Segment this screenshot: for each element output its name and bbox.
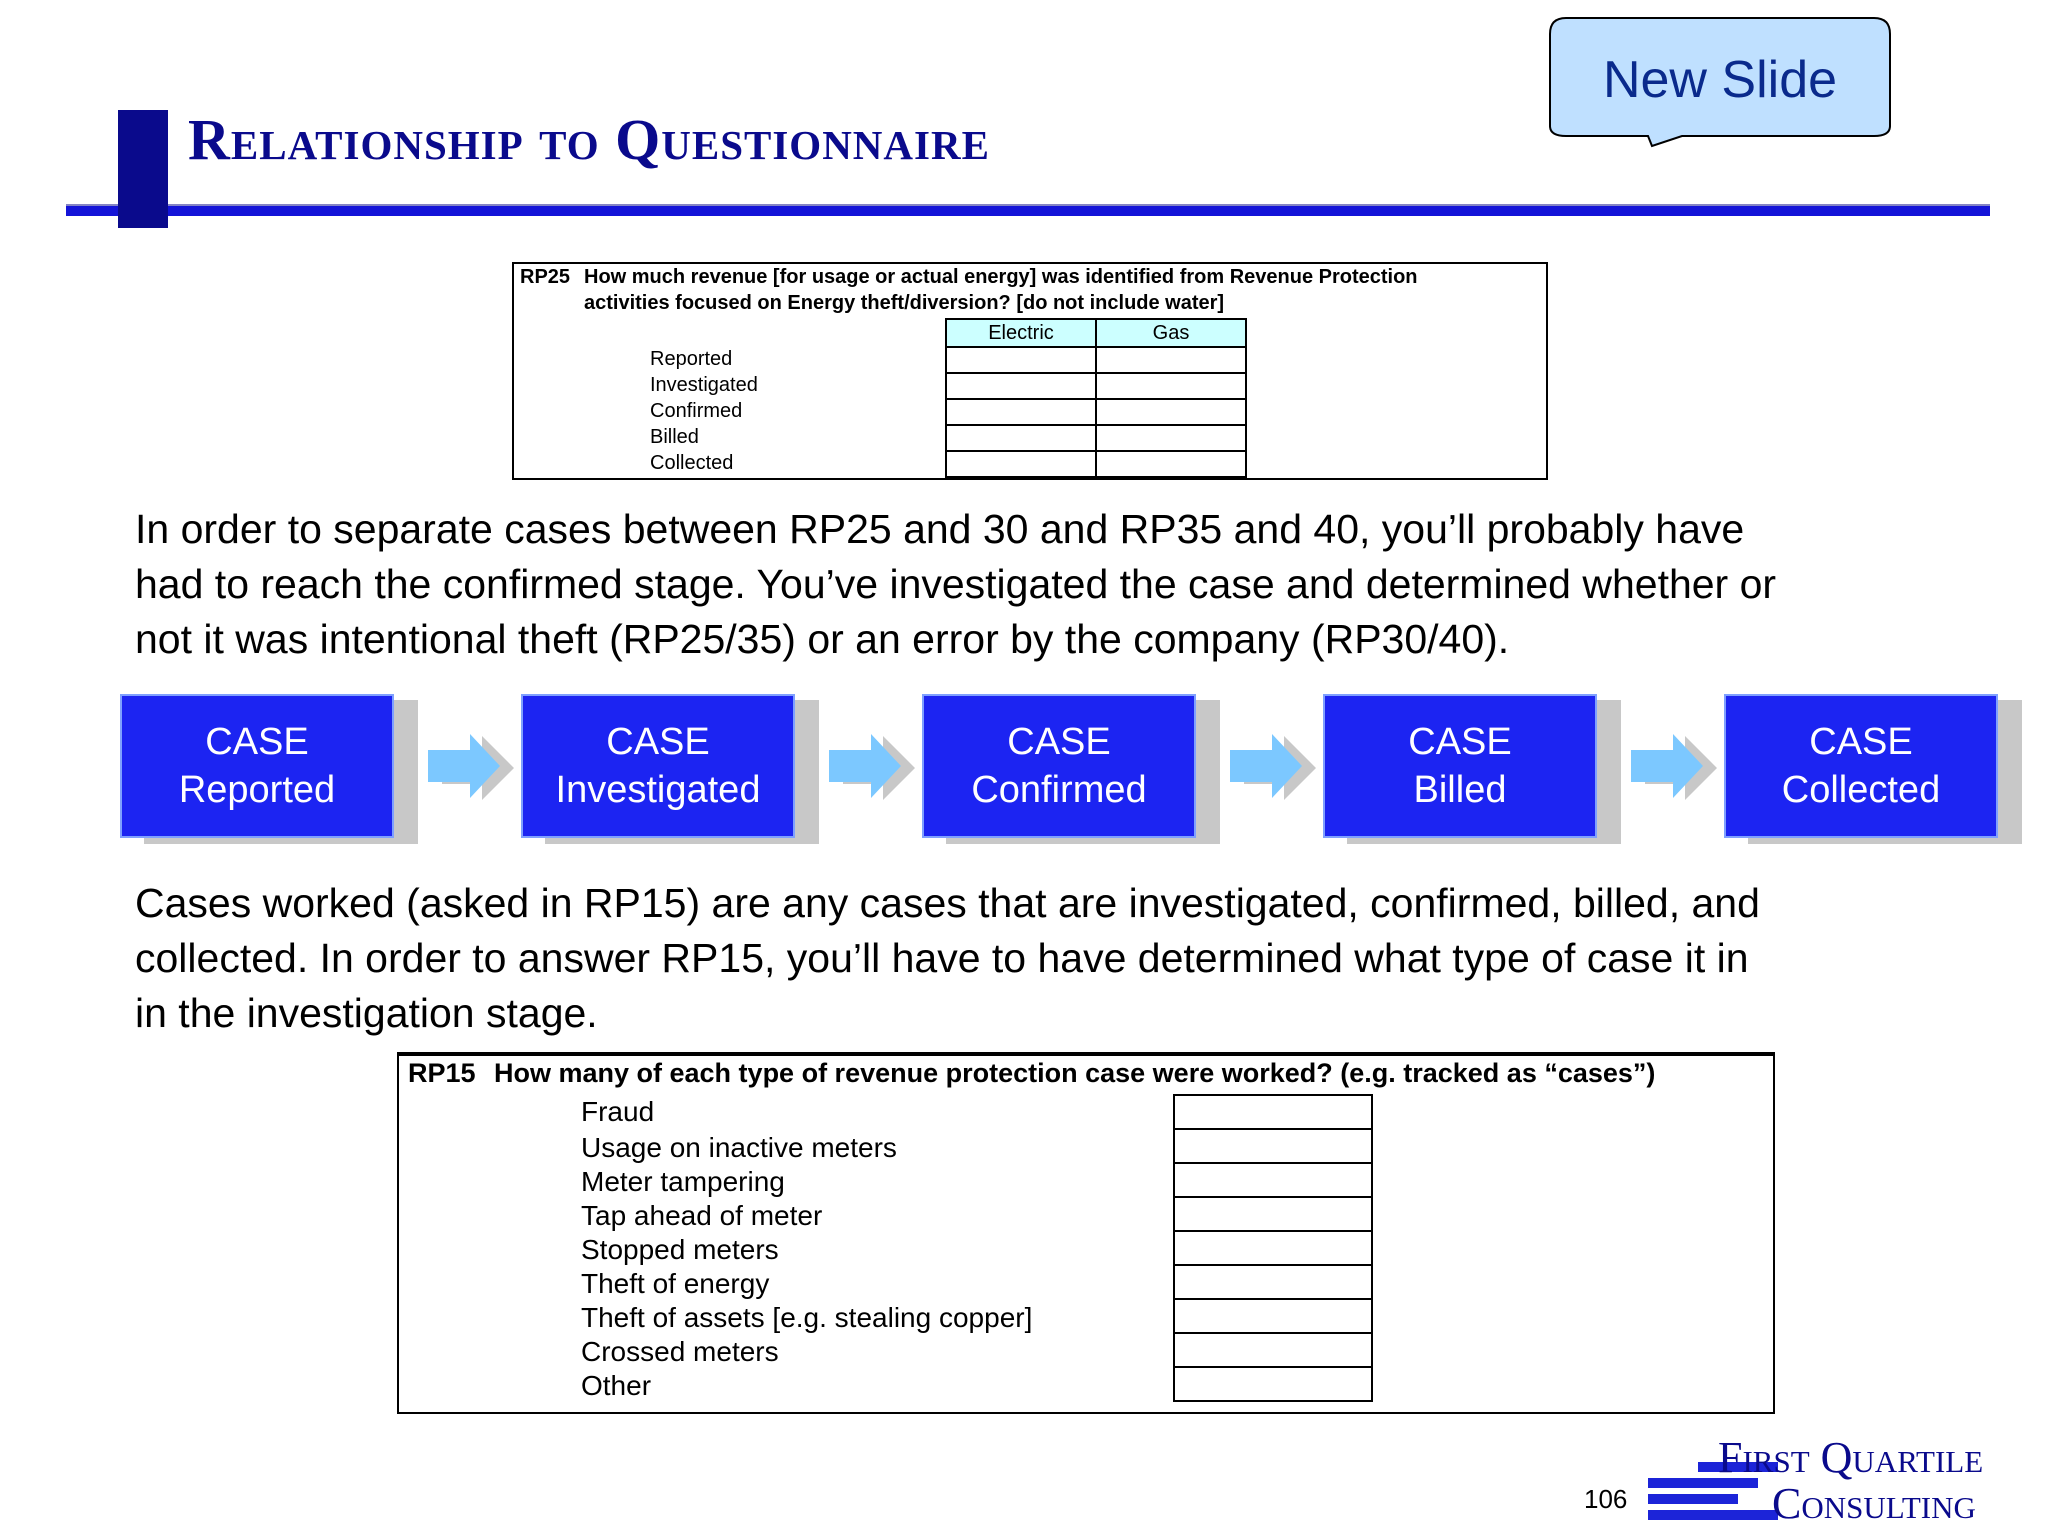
answer-cell[interactable] [946,399,1096,425]
gas-column-header: Gas [1096,319,1246,347]
answer-cell[interactable] [946,451,1096,477]
right-arrow-icon [825,730,921,806]
answer-cell[interactable] [1174,1231,1372,1265]
answer-cell[interactable] [946,373,1096,399]
title-accent-block [118,110,168,228]
new-slide-label[interactable]: New Slide [1602,51,1838,109]
rp25-row-label: Collected [650,452,734,474]
answer-cell[interactable] [1174,1367,1372,1401]
paragraph-line: not it was intentional theft (RP25/35) or an error by the company (RP30/40). [135,616,1510,662]
paragraph-line: Cases worked (asked in RP15) are any cases that are investigated, confirmed, billed, and [135,880,1760,926]
rp15-top-border [397,1052,1775,1056]
case-investigated-box [521,694,795,838]
paragraph-line: in the investigation stage. [135,990,598,1036]
case-line1: CASE [205,721,309,763]
case-reported-box [120,694,394,838]
case-line2: Collected [1781,769,1941,811]
logo-line1: First Quartile [1718,1433,1984,1482]
case-line2: Reported [178,769,336,811]
paragraph-separation-explanation [135,502,1776,667]
rp25-question-line2: activities focused on Energy theft/diversion? [do not include water] [584,292,1225,314]
answer-cell[interactable] [1174,1197,1372,1231]
rp15-code: RP15 [408,1058,476,1088]
rp25-code: RP25 [520,266,571,288]
rp15-row-label: Fraud [581,1096,655,1127]
answer-cell[interactable] [1174,1333,1372,1367]
page-title: Relationship to Questionnaire [188,107,990,172]
electric-column-header: Electric [946,319,1096,347]
case-line2: Investigated [555,769,761,811]
paragraph-line: In order to separate cases between RP25 and 30 and RP35 and 40, you’ll probably have [135,506,1745,552]
rp15-question: How many of each type of revenue protection case were worked? (e.g. tracked as “cases”) [494,1058,1656,1088]
answer-cell[interactable] [1174,1299,1372,1333]
page-number: 106 [1584,1484,1628,1514]
rp15-row-label: Other [581,1370,652,1401]
rp15-row-label: Usage on inactive meters [581,1132,897,1163]
rp15-row-label: Crossed meters [581,1336,779,1367]
case-line1: CASE [1408,721,1512,763]
answer-cell[interactable] [1174,1163,1372,1197]
company-logo [1648,1432,2048,1532]
answer-cell[interactable] [1174,1095,1372,1129]
answer-cell[interactable] [1096,451,1246,477]
paragraph-line: collected. In order to answer RP15, you’ll have to have determined what type of case it in [135,935,1749,981]
rp25-question-line1: How much revenue [for usage or actual energy] was identified from Revenue Protection [584,266,1418,288]
rp25-row-label: Investigated [650,374,758,396]
answer-cell[interactable] [1096,373,1246,399]
case-line1: CASE [1809,721,1913,763]
logo-line2: Consulting [1772,1479,1976,1528]
rp15-row-label: Meter tampering [581,1166,785,1197]
rp15-row-label: Stopped meters [581,1234,779,1265]
case-line2: Billed [1413,769,1507,811]
answer-cell[interactable] [1096,399,1246,425]
paragraph-cases-worked [135,876,1760,1041]
rp25-answer-grid [945,318,1247,478]
rp25-row-label: Confirmed [650,400,743,422]
case-billed-box [1323,694,1597,838]
case-line1: CASE [606,721,710,763]
answer-cell[interactable] [1096,425,1246,451]
rp25-row-label: Billed [650,426,699,448]
right-arrow-icon [424,730,520,806]
answer-cell[interactable] [946,347,1096,373]
right-arrow-icon [1226,730,1322,806]
answer-cell[interactable] [1096,347,1246,373]
case-line1: CASE [1007,721,1111,763]
rp15-row-label: Theft of energy [581,1268,770,1299]
right-arrow-icon [1627,730,1723,806]
title-underline [66,206,1990,216]
case-collected-box [1724,694,1998,838]
paragraph-line: had to reach the confirmed stage. You’ve investigated the case and determined whether or [135,561,1777,607]
case-confirmed-box [922,694,1196,838]
rp15-row-label: Theft of assets [e.g. stealing copper] [581,1302,1033,1333]
rp15-answer-grid [1173,1094,1373,1402]
answer-cell[interactable] [1174,1265,1372,1299]
answer-cell[interactable] [946,425,1096,451]
answer-cell[interactable] [1174,1129,1372,1163]
rp25-row-label: Reported [650,348,733,370]
rp15-row-label: Tap ahead of meter [581,1200,823,1231]
case-line2: Confirmed [971,769,1147,811]
